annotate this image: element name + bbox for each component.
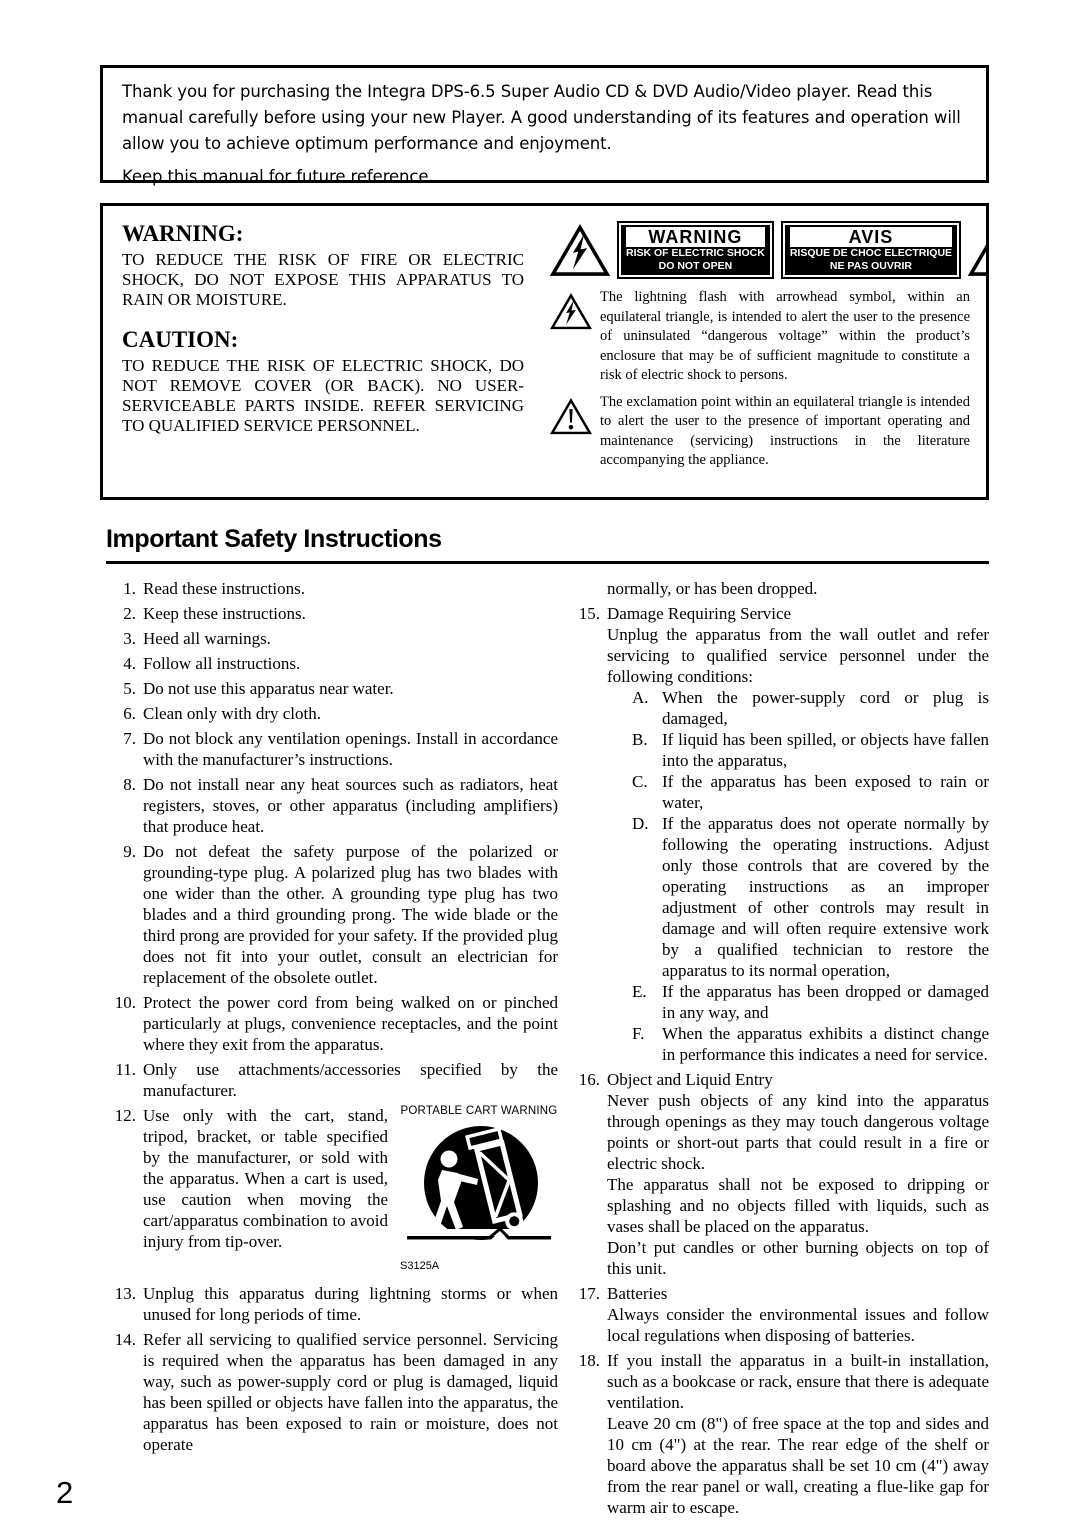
sub-item-text: If the apparatus has been exposed to rain or water, xyxy=(662,772,989,812)
intro-box xyxy=(100,65,989,186)
item-text: Protect the power cord from being walked on or pinched particularly at plugs, convenience receptacles, and the point where they exit from the apparatus. xyxy=(143,993,558,1054)
sub-item xyxy=(632,981,989,1023)
sub-item-label: C. xyxy=(632,772,648,791)
item18-para: Leave 20 cm (8") of free space at the top and sides and 10 cm (4") at the rear. The rear edge of the shelf or board above the apparatus shall be set 10 cm (4") away from the rear panel or wall, creating a flue-like gap for warm air to escape. xyxy=(607,1414,989,1517)
cart-figure-caption: PORTABLE CART WARNING xyxy=(400,1105,558,1117)
item-number: 8. xyxy=(123,775,136,794)
item-text: Clean only with dry cloth. xyxy=(143,704,322,723)
sub-item xyxy=(632,687,989,729)
item-text: Read these instructions. xyxy=(143,579,305,598)
lightning-note-text: The lightning flash with arrowhead symbol, within an equilateral triangle, is intended to alert the user to the presence of uninsulated “dangerous voltage” within the product’s enclosure that may be of sufficient magnitude to constitute a risk of electric shock to persons. xyxy=(600,289,970,383)
list-item xyxy=(106,628,558,649)
item-text xyxy=(607,1069,989,1279)
intro-paragraph: Thank you for purchasing the Integra DPS-6.5 Super Audio CD & DVD Audio/Video player. Read this manual carefully before using your new Player. A good understanding of its features and operation will allow you to achieve optimum performance and enjoyment. xyxy=(122,82,961,153)
list-item xyxy=(106,841,558,988)
item-text xyxy=(607,603,989,1065)
sub-item-text: When the power-supply cord or plug is damaged, xyxy=(662,688,989,728)
item-text: Follow all instructions. xyxy=(143,654,301,673)
caution-body: TO REDUCE THE RISK OF ELECTRIC SHOCK, DO NOT REMOVE COVER (OR BACK). NO USER-SERVICEABLE PARTS INSIDE. REFER SERVICING TO QUALIFIED SERVICE PERSONNEL. xyxy=(122,356,524,435)
list-item-15 xyxy=(570,603,989,1065)
warning-label-title: WARNING xyxy=(626,227,765,247)
item-text xyxy=(607,1350,989,1518)
item-number: 7. xyxy=(123,729,136,748)
list-item-18 xyxy=(570,1350,989,1518)
sub-item-text: If the apparatus does not operate normally by following the operating instructions. Adjust only those controls that are covered by the operating instructions as an improper adjustment of other controls may result in damage and will often require extensive work by a qualified technician to restore the apparatus to its normal operation, xyxy=(662,814,989,980)
list-item xyxy=(106,1059,558,1101)
warning-caution-box xyxy=(100,203,989,500)
cart-figure-label: S3125A xyxy=(400,1260,440,1272)
item14-continuation: normally, or has been dropped. xyxy=(607,579,818,598)
item18-para: If you install the apparatus in a built-in installation, such as a bookcase or rack, ensure that there is adequate ventilation. xyxy=(607,1351,989,1412)
sub-item-text: If the apparatus has been dropped or damaged in any way, and xyxy=(662,982,989,1022)
warning-heading: WARNING: xyxy=(122,221,244,246)
left-column xyxy=(106,578,570,1522)
list-item xyxy=(106,1283,558,1325)
page-title: Important Safety Instructions xyxy=(106,525,442,553)
item-text: Unplug this apparatus during lightning storms or when unused for long periods of time. xyxy=(143,1284,558,1324)
heading-rule xyxy=(106,561,989,564)
warning-caution-text-column xyxy=(122,221,550,497)
exclamation-triangle-icon xyxy=(550,393,600,471)
sub-item xyxy=(632,729,989,771)
item15-title: Damage Requiring Service xyxy=(607,604,792,623)
item-text: Do not use this apparatus near water. xyxy=(143,679,394,698)
item15-intro: Unplug the apparatus from the wall outlet and refer servicing to qualified service personnel under the following conditions: xyxy=(607,625,989,686)
exclamation-note-text: The exclamation point within an equilateral triangle is intended to alert the user to the presence of important operating and maintenance (servicing) instructions in the literature accompanying the appliance. xyxy=(600,393,970,468)
list-item xyxy=(106,578,558,599)
item-number: 2. xyxy=(123,604,136,623)
sub-item-label: F. xyxy=(632,1024,645,1043)
list-item xyxy=(106,774,558,837)
item-number: 4. xyxy=(123,654,136,673)
sub-item-text: If liquid has been spilled, or objects have fallen into the apparatus, xyxy=(662,730,989,770)
item-text: Refer all servicing to qualified service personnel. Servicing is required when the apparatus has been damaged in any way, such as power-supply cord or plug is damaged, liquid has been spilled or objects have fallen into the apparatus, the apparatus has been exposed to rain or moisture, does not operate xyxy=(143,1330,558,1454)
item-text: Keep these instructions. xyxy=(143,604,306,623)
warning-label-line1: RISK OF ELECTRIC SHOCK xyxy=(626,247,765,259)
item-text xyxy=(607,1283,989,1346)
item17-para: Always consider the environmental issues and follow local regulations when disposing of batteries. xyxy=(607,1305,989,1345)
item-number: 3. xyxy=(123,629,136,648)
item16-para: Never push objects of any kind into the apparatus through openings as they may touch dangerous voltage points or short-out parts that could result in a fire or electric shock. xyxy=(607,1091,989,1173)
item-number: 15. xyxy=(578,604,600,623)
item15-subitems xyxy=(632,687,989,1065)
item17-title: Batteries xyxy=(607,1284,668,1303)
warning-label-line2: DO NOT OPEN xyxy=(658,259,733,272)
list-item xyxy=(106,992,558,1055)
keep-manual-note: Keep this manual for future reference. xyxy=(122,167,434,186)
item-number: 12. xyxy=(114,1106,136,1125)
item-number: 5. xyxy=(123,679,136,698)
avis-label-title: AVIS xyxy=(790,227,952,247)
lightning-triangle-icon xyxy=(550,288,600,386)
item-number: 11. xyxy=(115,1060,136,1079)
list-item-cart xyxy=(106,1105,558,1279)
sub-item xyxy=(632,1023,989,1065)
item-text: Do not defeat the safety purpose of the polarized or grounding-type plug. A polarized plug has two blades with one wider than the other. A grounding type plug has two blades and a third grounding prong. The wide blade or the third prong are provided for your safety. If the provided plug does not fit into your outlet, consult an electrician for replacement of the obsolete outlet. xyxy=(143,842,558,987)
item16-para: Don’t put candles or other burning objects on top of this unit. xyxy=(607,1238,989,1278)
avis-label-line1: RISQUE DE CHOC ELECTRIQUE xyxy=(789,247,953,259)
list-item xyxy=(106,728,558,770)
exclamation-triangle-icon xyxy=(968,224,989,277)
item16-title: Object and Liquid Entry xyxy=(607,1070,773,1089)
sub-item xyxy=(632,813,989,981)
sub-item-label: E. xyxy=(632,982,647,1001)
item-number: 14. xyxy=(114,1330,136,1349)
warning-body: TO REDUCE THE RISK OF FIRE OR ELECTRIC SHOCK, DO NOT EXPOSE THIS APPARATUS TO RAIN OR MOISTURE. xyxy=(122,250,524,309)
lightning-note xyxy=(550,288,970,386)
right-column xyxy=(570,578,989,1522)
item-number: 16. xyxy=(578,1070,600,1089)
sub-item xyxy=(632,771,989,813)
list-item xyxy=(106,678,558,699)
list-item xyxy=(106,603,558,624)
item-number: 9. xyxy=(123,842,136,861)
item-text: Do not block any ventilation openings. Install in accordance with the manufacturer’s instructions. xyxy=(143,729,558,769)
item16-para: The apparatus shall not be exposed to dripping or splashing and no objects filled with liquids, such as vases shall be placed on the apparatus. xyxy=(607,1175,989,1236)
item-text xyxy=(143,1105,558,1279)
sub-item-text: When the apparatus exhibits a distinct change in performance this indicates a need for service. xyxy=(662,1024,989,1064)
hazard-label-row xyxy=(550,221,970,279)
list-item-16 xyxy=(570,1069,989,1279)
item-text: Heed all warnings. xyxy=(143,629,271,648)
hazard-symbols-column xyxy=(550,221,970,497)
item-text-inline: Use only with the cart, stand, tripod, bracket, or table specified by the manufacturer, or sold with the apparatus. When a cart is used, use caution when moving the cart/apparatus combination to avoid injury from tip-over. xyxy=(143,1106,388,1251)
sub-item-label: D. xyxy=(632,814,649,833)
caution-heading: CAUTION: xyxy=(122,327,239,352)
warning-label xyxy=(617,221,774,279)
item-number: 18. xyxy=(578,1351,600,1370)
page-number: 2 xyxy=(56,1475,74,1510)
avis-label xyxy=(781,221,961,279)
sub-item-label: B. xyxy=(632,730,648,749)
item-number: 6. xyxy=(123,704,136,723)
item-number: 1. xyxy=(123,579,136,598)
sub-item-label: A. xyxy=(632,688,649,707)
list-item xyxy=(106,703,558,724)
lightning-triangle-icon xyxy=(550,224,610,277)
item-number: 10. xyxy=(114,993,136,1012)
list-item xyxy=(106,653,558,674)
portable-cart-figure xyxy=(400,1105,558,1277)
avis-label-line2: NE PAS OUVRIR xyxy=(829,259,912,272)
list-item xyxy=(106,1329,558,1455)
item-number: 13. xyxy=(114,1284,136,1303)
item-number: 17. xyxy=(578,1284,600,1303)
exclamation-note xyxy=(550,393,970,471)
item-text: Do not install near any heat sources such as radiators, heat registers, stoves, or other apparatus (including amplifiers) that produce heat. xyxy=(143,775,558,836)
safety-instructions-list xyxy=(106,578,989,1522)
list-item-17 xyxy=(570,1283,989,1346)
item-text: Only use attachments/accessories specified by the manufacturer. xyxy=(143,1060,558,1100)
